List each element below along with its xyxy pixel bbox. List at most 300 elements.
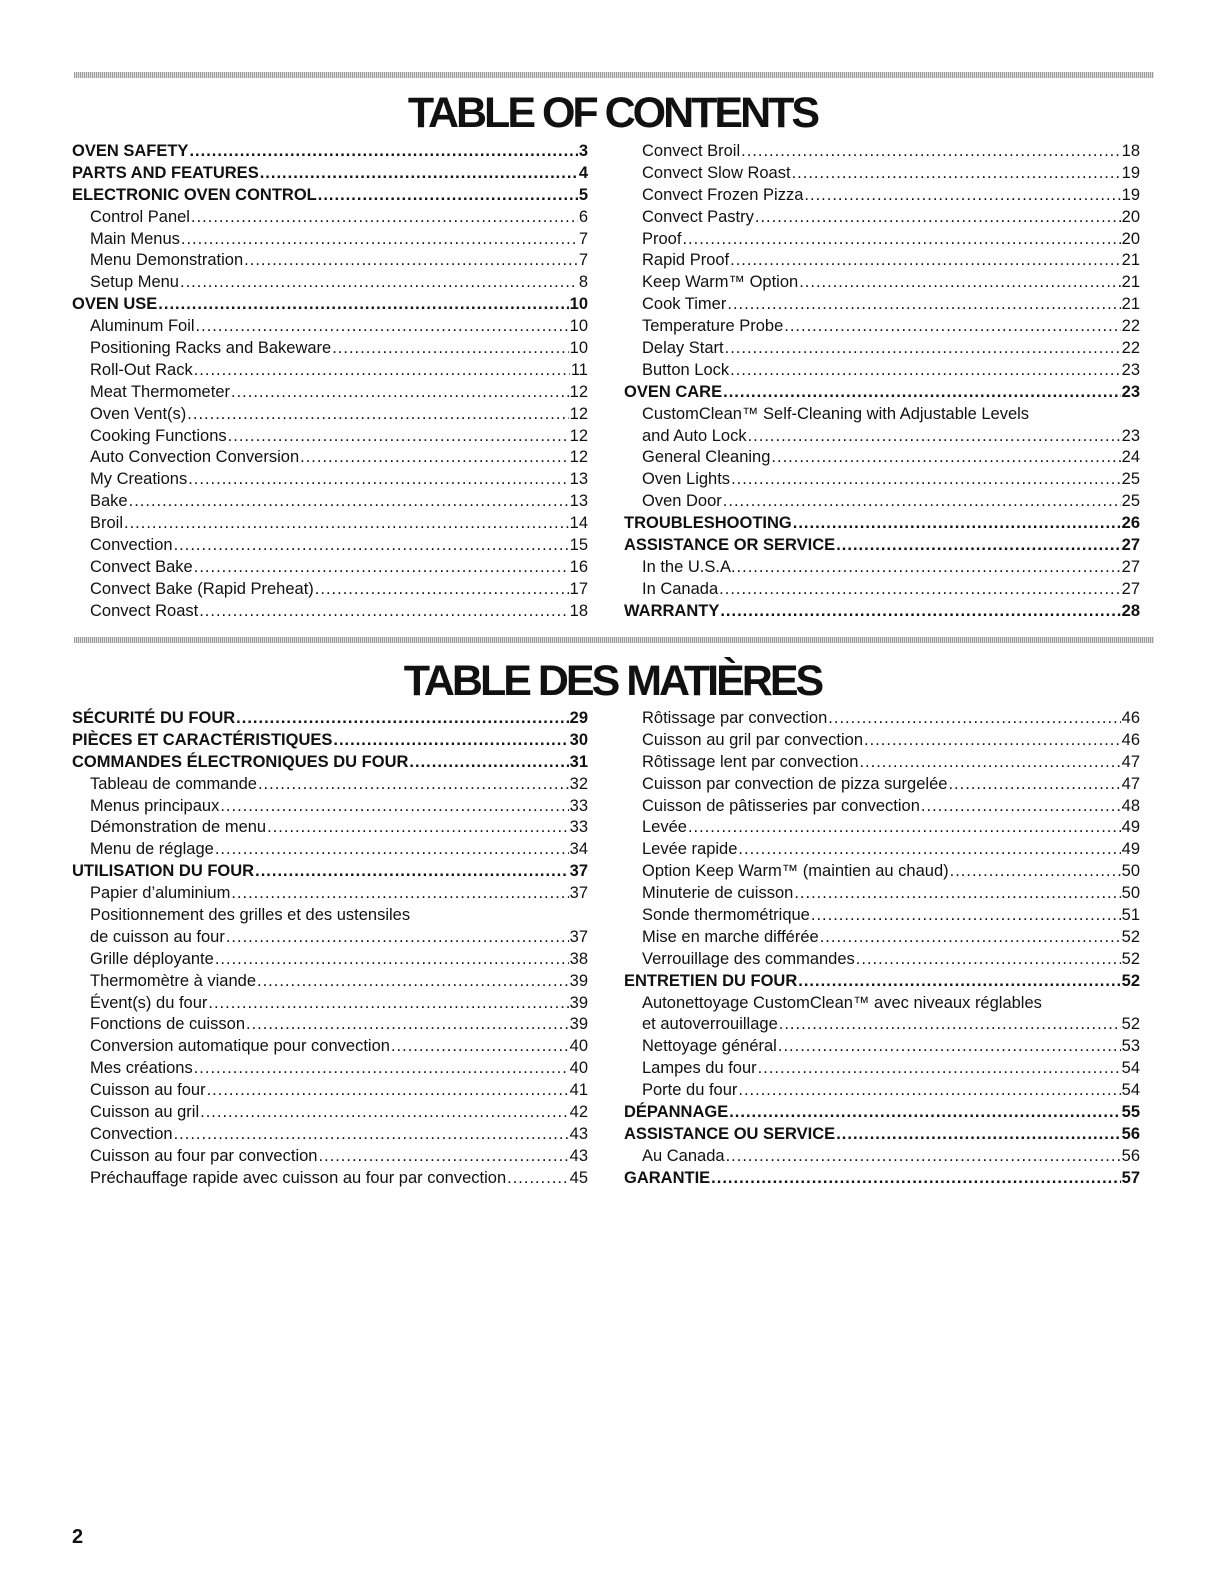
toc-entry xyxy=(72,208,588,230)
entry-page-number: 18 xyxy=(569,601,588,620)
entry-page-number: 40 xyxy=(569,1059,588,1078)
toc-entry xyxy=(624,906,1140,928)
entry-page-number: 48 xyxy=(1121,796,1140,815)
toc-section-entry xyxy=(624,972,1140,994)
toc-entry xyxy=(624,186,1140,208)
entry-page-number: 8 xyxy=(578,273,588,292)
toc-entry xyxy=(72,514,588,536)
dot-leader xyxy=(208,994,568,1013)
dot-leader xyxy=(828,709,1120,728)
dot-leader xyxy=(730,251,1121,270)
dot-leader xyxy=(194,558,569,577)
entry-page-number: 24 xyxy=(1121,448,1140,467)
entry-label: Papier d’aluminium xyxy=(90,884,231,903)
entry-page-number: 47 xyxy=(1121,774,1140,793)
entry-page-number: 49 xyxy=(1121,818,1140,837)
entry-page-number: 4 xyxy=(578,163,588,182)
entry-label: Rôtissage lent par convection xyxy=(642,752,859,771)
dot-leader xyxy=(258,775,569,794)
toc-title-en: TABLE OF CONTENTS xyxy=(407,89,818,137)
toc-entry xyxy=(72,1059,588,1081)
dot-leader xyxy=(811,906,1121,925)
entry-label: Roll-Out Rack xyxy=(90,360,193,379)
toc-entry xyxy=(624,492,1140,514)
dot-leader xyxy=(246,1015,569,1034)
dot-leader xyxy=(228,427,569,446)
entry-page-number: 54 xyxy=(1121,1081,1140,1100)
entry-label: Delay Start xyxy=(642,339,724,358)
entry-page-number: 21 xyxy=(1121,273,1140,292)
toc-entry xyxy=(72,797,588,819)
toc-section-entry xyxy=(624,383,1140,405)
entry-page-number: 10 xyxy=(569,317,588,336)
toc-entry xyxy=(624,273,1140,295)
entry-label: Cuisson au four xyxy=(90,1081,206,1100)
toc-section-entry xyxy=(624,514,1140,536)
toc-entry xyxy=(624,361,1140,383)
dot-leader xyxy=(199,602,568,621)
entry-label: Levée xyxy=(642,818,687,837)
entry-label: Positioning Racks and Bakeware xyxy=(90,339,332,358)
entry-page-number: 10 xyxy=(569,339,588,358)
entry-label: OVEN USE xyxy=(72,295,158,314)
dot-leader xyxy=(836,536,1120,555)
toc-entry xyxy=(72,840,588,862)
entry-label: PIÈCES ET CARACTÉRISTIQUES xyxy=(72,730,333,749)
entry-page-number: 37 xyxy=(569,862,588,881)
dot-leader xyxy=(738,840,1120,859)
toc-entry xyxy=(72,950,588,972)
entry-page-number: 12 xyxy=(569,426,588,445)
entry-page-number: 33 xyxy=(569,818,588,837)
dot-leader xyxy=(226,928,569,947)
entry-label: WARRANTY xyxy=(624,601,720,620)
entry-page-number: 18 xyxy=(1121,142,1140,160)
entry-label: Convect Bake (Rapid Preheat) xyxy=(90,579,314,598)
entry-page-number: 20 xyxy=(1121,229,1140,248)
toc-entry xyxy=(624,295,1140,317)
entry-page-number: 19 xyxy=(1121,185,1140,204)
dot-leader xyxy=(191,208,578,227)
toc-entry xyxy=(624,427,1140,449)
dot-leader xyxy=(318,1147,568,1166)
entry-page-number: 12 xyxy=(569,382,588,401)
dot-leader xyxy=(737,558,1121,577)
entry-label: Convection xyxy=(90,536,173,555)
dot-leader xyxy=(738,1081,1120,1100)
dot-leader xyxy=(507,1169,569,1188)
entry-label: COMMANDES ÉLECTRONIQUES DU FOUR xyxy=(72,752,409,771)
entry-label: UTILISATION DU FOUR xyxy=(72,862,255,881)
entry-page-number: 15 xyxy=(569,536,588,555)
entry-label: Lampes du four xyxy=(642,1059,757,1078)
toc-entry xyxy=(624,797,1140,819)
dot-leader xyxy=(725,339,1121,358)
entry-page-number: 22 xyxy=(1121,317,1140,336)
entry-label: Menu Demonstration xyxy=(90,251,244,270)
entry-page-number: 40 xyxy=(569,1037,588,1056)
entry-page-number: 51 xyxy=(1121,906,1140,925)
entry-page-number: 30 xyxy=(569,730,588,749)
entry-page-number: 39 xyxy=(569,993,588,1012)
toc-section-entry xyxy=(72,142,588,164)
dot-leader xyxy=(688,818,1121,837)
entry-page-number: 23 xyxy=(1121,426,1140,445)
toc-entry xyxy=(624,142,1140,164)
toc-entry xyxy=(72,536,588,558)
toc-entry xyxy=(72,1015,588,1037)
dot-leader xyxy=(236,709,568,728)
toc-entry xyxy=(624,1147,1140,1169)
entry-label: Convect Pastry xyxy=(642,207,754,226)
toc-entry xyxy=(624,709,1140,731)
entry-label: CustomClean™ Self-Cleaning with Adjustable Levels xyxy=(642,404,1030,423)
entry-page-number: 53 xyxy=(1121,1037,1140,1056)
toc-entry xyxy=(624,950,1140,972)
entry-page-number: 16 xyxy=(569,557,588,576)
entry-page-number: 23 xyxy=(1121,360,1140,379)
toc-entry xyxy=(72,317,588,339)
entry-page-number: 13 xyxy=(569,492,588,511)
top-rule xyxy=(74,72,1154,78)
toc-entry xyxy=(624,164,1140,186)
toc-section-entry xyxy=(72,862,588,884)
toc-entry xyxy=(72,361,588,383)
toc-section-entry xyxy=(72,709,588,731)
entry-label: Porte du four xyxy=(642,1081,738,1100)
toc-entry xyxy=(72,884,588,906)
dot-leader xyxy=(758,1059,1121,1078)
entry-label: In the U.S.A. xyxy=(642,557,736,576)
toc-entry xyxy=(624,753,1140,775)
dot-leader xyxy=(804,186,1120,205)
entry-page-number: 23 xyxy=(1121,382,1140,401)
toc-entry xyxy=(72,339,588,361)
entry-page-number: 27 xyxy=(1121,557,1140,576)
dot-leader xyxy=(244,251,578,270)
entry-label: Convection xyxy=(90,1124,173,1143)
toc-entry xyxy=(72,775,588,797)
entry-page-number: 20 xyxy=(1121,207,1140,226)
entry-label: Convect Frozen Pizza xyxy=(642,185,804,204)
toc-section-entry xyxy=(624,602,1140,624)
entry-page-number: 52 xyxy=(1121,949,1140,968)
dot-leader xyxy=(719,580,1120,599)
dot-leader xyxy=(682,230,1120,249)
entry-page-number: 42 xyxy=(569,1103,588,1122)
entry-page-number: 28 xyxy=(1121,601,1140,620)
toc-entry xyxy=(624,928,1140,950)
toc-entry xyxy=(72,818,588,840)
entry-label: Convect Bake xyxy=(90,557,193,576)
toc-section-entry xyxy=(624,1125,1140,1147)
toc-entry xyxy=(624,558,1140,580)
entry-page-number: 55 xyxy=(1121,1103,1140,1122)
dot-leader xyxy=(194,1059,569,1078)
dot-leader xyxy=(820,928,1121,947)
entry-page-number: 43 xyxy=(569,1146,588,1165)
entry-label: Cuisson au gril par convection xyxy=(642,730,864,749)
entry-page-number: 39 xyxy=(569,1015,588,1034)
entry-label: General Cleaning xyxy=(642,448,771,467)
entry-page-number: 25 xyxy=(1121,470,1140,489)
toc-entry xyxy=(624,230,1140,252)
dot-leader xyxy=(194,361,570,380)
dot-leader xyxy=(723,383,1121,402)
toc-entry xyxy=(72,1103,588,1125)
dot-leader xyxy=(255,862,569,881)
dot-leader xyxy=(779,1015,1121,1034)
entry-page-number: 46 xyxy=(1121,730,1140,749)
toc-entry xyxy=(624,731,1140,753)
toc-section-entry xyxy=(72,731,588,753)
entry-page-number: 5 xyxy=(578,185,588,204)
dot-leader xyxy=(215,840,569,859)
entry-page-number: 45 xyxy=(569,1168,588,1187)
dot-leader xyxy=(793,514,1121,533)
toc-entry xyxy=(624,208,1140,230)
entry-page-number: 21 xyxy=(1121,295,1140,314)
entry-label: Minuterie de cuisson xyxy=(642,884,794,903)
dot-leader xyxy=(731,470,1121,489)
entry-page-number: 13 xyxy=(569,470,588,489)
dot-leader xyxy=(729,1103,1120,1122)
entry-page-number: 43 xyxy=(569,1124,588,1143)
entry-label: Positionnement des grilles et des ustensiles xyxy=(90,906,411,925)
dot-leader xyxy=(755,208,1121,227)
entry-label: Proof xyxy=(642,229,682,248)
toc-fr-left-column xyxy=(72,709,588,1191)
entry-label: Bake xyxy=(90,492,128,511)
toc-section-entry xyxy=(72,186,588,208)
entry-page-number: 11 xyxy=(570,360,588,379)
entry-label: Menus principaux xyxy=(90,796,220,815)
entry-label: and Auto Lock xyxy=(642,426,747,445)
entry-label: Setup Menu xyxy=(90,273,179,292)
entry-page-number: 54 xyxy=(1121,1059,1140,1078)
toc-entry xyxy=(72,230,588,252)
dot-leader xyxy=(723,492,1121,511)
entry-page-number: 12 xyxy=(569,448,588,467)
entry-page-number: 56 xyxy=(1121,1124,1140,1143)
entry-page-number: 46 xyxy=(1121,709,1140,727)
entry-label: Convect Roast xyxy=(90,601,199,620)
dot-leader xyxy=(158,295,568,314)
toc-entry xyxy=(72,383,588,405)
toc-fr-right-column xyxy=(624,709,1140,1191)
entry-label: Verrouillage des commandes xyxy=(642,949,855,968)
dot-leader xyxy=(748,427,1121,446)
dot-leader xyxy=(948,775,1120,794)
entry-label: ASSISTANCE OU SERVICE xyxy=(624,1124,836,1143)
toc-entry xyxy=(72,1147,588,1169)
dot-leader xyxy=(727,295,1120,314)
entry-page-number: 57 xyxy=(1121,1168,1140,1187)
entry-label: Grille déployante xyxy=(90,949,214,968)
entry-label: Cuisson de pâtisseries par convection xyxy=(642,796,920,815)
entry-page-number: 34 xyxy=(569,840,588,859)
entry-page-number: 21 xyxy=(1121,251,1140,270)
entry-label: Cuisson au gril xyxy=(90,1103,200,1122)
dot-leader xyxy=(267,818,569,837)
entry-page-number: 7 xyxy=(578,251,588,270)
dot-leader xyxy=(792,164,1121,183)
entry-page-number: 52 xyxy=(1121,927,1140,946)
entry-label: Nettoyage général xyxy=(642,1037,777,1056)
entry-label: Oven Door xyxy=(642,492,722,511)
entry-label: PARTS AND FEATURES xyxy=(72,163,259,182)
toc-entry xyxy=(72,580,588,602)
toc-entry xyxy=(72,427,588,449)
dot-leader xyxy=(784,317,1120,336)
entry-page-number: 33 xyxy=(569,796,588,815)
entry-page-number: 50 xyxy=(1121,884,1140,903)
entry-label: Main Menus xyxy=(90,229,180,248)
entry-label: Aluminum Foil xyxy=(90,317,195,336)
entry-label: Temperature Probe xyxy=(642,317,784,336)
toc-entry xyxy=(72,558,588,580)
dot-leader xyxy=(799,273,1120,292)
toc-entry xyxy=(624,405,1140,427)
dot-leader xyxy=(124,514,569,533)
entry-label: Control Panel xyxy=(90,207,190,226)
dot-leader xyxy=(711,1169,1120,1188)
entry-label: Auto Convection Conversion xyxy=(90,448,300,467)
toc-entry xyxy=(624,580,1140,602)
entry-page-number: 56 xyxy=(1121,1146,1140,1165)
dot-leader xyxy=(864,731,1121,750)
toc-entry xyxy=(72,994,588,1016)
toc-entry xyxy=(72,972,588,994)
entry-page-number: 32 xyxy=(569,774,588,793)
toc-section-entry xyxy=(72,164,588,186)
entry-page-number: 29 xyxy=(569,709,588,727)
dot-leader xyxy=(921,797,1121,816)
entry-label: Oven Lights xyxy=(642,470,731,489)
dot-leader xyxy=(174,1125,569,1144)
page-number: 2 xyxy=(72,1526,84,1548)
toc-entry xyxy=(624,1015,1140,1037)
dot-leader xyxy=(188,470,568,489)
entry-label: Keep Warm™ Option xyxy=(642,273,799,292)
entry-label: OVEN CARE xyxy=(624,382,723,401)
dot-leader xyxy=(129,492,569,511)
dot-leader xyxy=(730,361,1121,380)
entry-label: Convect Slow Roast xyxy=(642,163,791,182)
toc-entry xyxy=(624,317,1140,339)
toc-entry xyxy=(72,1169,588,1191)
toc-entry xyxy=(624,884,1140,906)
entry-page-number: 37 xyxy=(569,927,588,946)
entry-label: Mise en marche différée xyxy=(642,927,819,946)
toc-section-entry xyxy=(72,295,588,317)
toc-entry xyxy=(624,775,1140,797)
dot-leader xyxy=(260,164,578,183)
entry-page-number: 37 xyxy=(569,884,588,903)
entry-label: ELECTRONIC OVEN CONTROL xyxy=(72,185,317,204)
entry-label: Thermomètre à viande xyxy=(90,971,256,990)
toc-entry xyxy=(72,470,588,492)
entry-page-number: 52 xyxy=(1121,971,1140,990)
toc-entry xyxy=(72,602,588,624)
toc-entry xyxy=(72,448,588,470)
entry-page-number: 50 xyxy=(1121,862,1140,881)
toc-entry xyxy=(624,994,1140,1016)
entry-page-number: 27 xyxy=(1121,579,1140,598)
entry-page-number: 22 xyxy=(1121,339,1140,358)
entry-page-number: 41 xyxy=(569,1081,588,1100)
entry-page-number: 49 xyxy=(1121,840,1140,859)
entry-label: Levée rapide xyxy=(642,840,738,859)
toc-en-right-column xyxy=(624,142,1140,624)
dot-leader xyxy=(798,972,1120,991)
entry-label: Cuisson au four par convection xyxy=(90,1146,318,1165)
dot-leader xyxy=(315,580,569,599)
entry-label: Cuisson par convection de pizza surgelée xyxy=(642,774,948,793)
entry-page-number: 7 xyxy=(578,229,588,248)
toc-section-entry xyxy=(624,1169,1140,1191)
toc-entry xyxy=(624,1059,1140,1081)
toc-entry xyxy=(624,862,1140,884)
toc-entry xyxy=(624,818,1140,840)
entry-page-number: 14 xyxy=(569,514,588,533)
dot-leader xyxy=(180,273,578,292)
entry-page-number: 25 xyxy=(1121,492,1140,511)
dot-leader xyxy=(231,884,568,903)
toc-entry xyxy=(72,1037,588,1059)
entry-page-number: 26 xyxy=(1121,514,1140,533)
toc-entry xyxy=(624,1081,1140,1103)
entry-label: Rapid Proof xyxy=(642,251,730,270)
entry-label: ENTRETIEN DU FOUR xyxy=(624,971,798,990)
toc-section-entry xyxy=(72,753,588,775)
dot-leader xyxy=(856,950,1121,969)
toc-entry xyxy=(624,470,1140,492)
toc-title-fr: TABLE DES MATIÈRES xyxy=(403,657,822,705)
toc-entry xyxy=(624,251,1140,273)
entry-label: Option Keep Warm™ (maintien au chaud) xyxy=(642,862,949,881)
dot-leader xyxy=(196,317,569,336)
entry-label: Cooking Functions xyxy=(90,426,227,445)
entry-label: TROUBLESHOOTING xyxy=(624,514,792,533)
entry-label: Convect Broil xyxy=(642,142,741,160)
toc-entry xyxy=(72,906,588,928)
toc-entry xyxy=(624,1037,1140,1059)
entry-label: Mes créations xyxy=(90,1059,193,1078)
toc-entry xyxy=(72,405,588,427)
dot-leader xyxy=(174,536,569,555)
toc-entry xyxy=(624,448,1140,470)
entry-label: SÉCURITÉ DU FOUR xyxy=(72,709,236,727)
toc-entry xyxy=(72,1081,588,1103)
entry-label: Évent(s) du four xyxy=(90,993,208,1012)
dot-leader xyxy=(231,383,569,402)
dot-leader xyxy=(318,186,578,205)
entry-label: Démonstration de menu xyxy=(90,818,267,837)
entry-label: In Canada xyxy=(642,579,719,598)
entry-label: GARANTIE xyxy=(624,1168,711,1187)
toc-entry xyxy=(624,840,1140,862)
entry-page-number: 27 xyxy=(1121,536,1140,555)
dot-leader xyxy=(950,862,1121,881)
entry-label: Cook Timer xyxy=(642,295,727,314)
entry-label: Préchauffage rapide avec cuisson au four par convection xyxy=(90,1168,507,1187)
entry-label: Button Lock xyxy=(642,360,730,379)
entry-label: Oven Vent(s) xyxy=(90,404,187,423)
dot-leader xyxy=(720,602,1120,621)
dot-leader xyxy=(187,405,568,424)
entry-label: Conversion automatique pour convection xyxy=(90,1037,390,1056)
